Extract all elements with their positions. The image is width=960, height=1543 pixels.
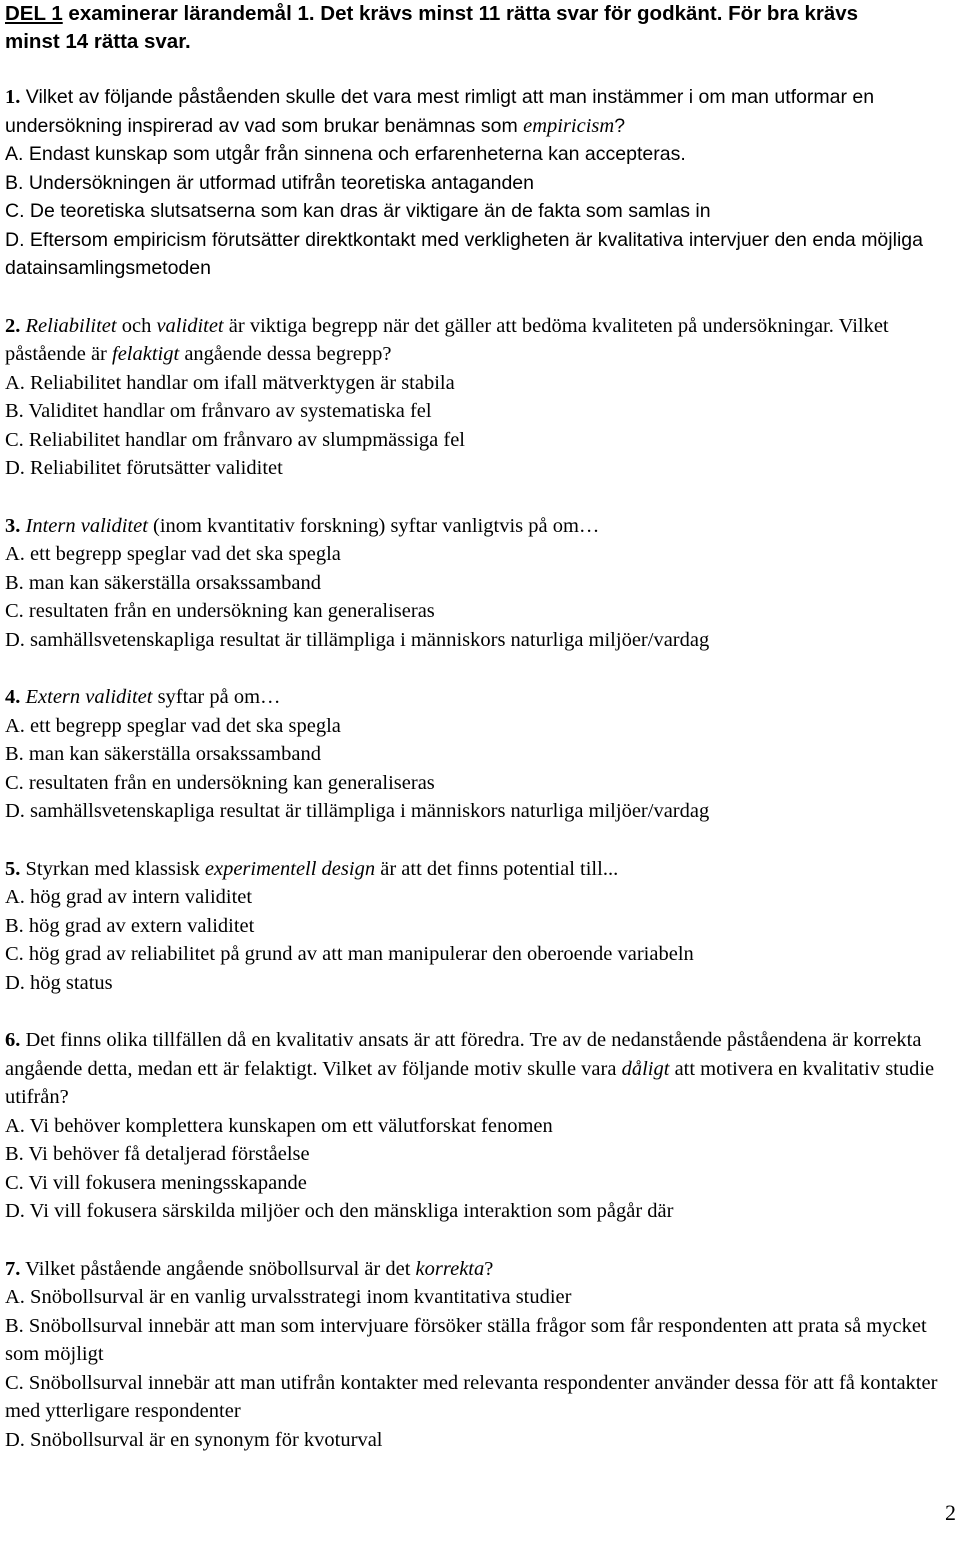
question-7 [5, 1255, 955, 1455]
option-b: B. Undersökningen är utformad utifrån teoretiska antaganden [5, 171, 534, 194]
header-line-1 [5, 0, 955, 28]
question-number: 7. [5, 1257, 21, 1280]
option-a: A. Snöbollsurval är en vanlig urvalsstrategi inom kvantitativa studier [5, 1286, 572, 1308]
option-d: D. Eftersom empiricism förutsätter direktkontakt med verkligheten är kvalitativa intervjuer den enda möjliga datainsamlingsmetoden [5, 228, 923, 279]
question-stem: 6. Det finns olika tillfällen då en kvalitativ ansats är att föredra. Tre av de nedanstående påståendena är korrekta angående detta, medan ett är felaktigt. Vilket av följande motiv skulle vara dåligt att motivera en kvalitativ studie utifrån? [5, 1029, 935, 1108]
page-number: 2 [945, 1500, 956, 1525]
question-4 [5, 683, 955, 826]
question-6 [5, 1026, 955, 1226]
question-number: 4. [5, 686, 21, 708]
question-number: 1. [5, 86, 21, 108]
option-a: A. ett begrepp speglar vad det ska spegla [5, 543, 341, 565]
option-b: B. hög grad av extern validitet [5, 914, 255, 937]
option-b: B. Vi behöver få detaljerad förståelse [5, 1143, 310, 1165]
question-3 [5, 512, 955, 655]
part-label: DEL 1 [5, 2, 63, 25]
option-b: B. Snöbollsurval innebär att man som intervjuare försöker ställa frågor som får respondenten att prata så mycket som möjligt [5, 1314, 927, 1365]
document-page [5, 0, 955, 1454]
header-line-2: minst 14 rätta svar. [5, 30, 191, 53]
option-a: A. ett begrepp speglar vad det ska spegla [5, 714, 341, 737]
option-a: A. Vi behöver komplettera kunskapen om ett välutforskat fenomen [5, 1114, 553, 1137]
option-d: D. Reliabilitet förutsätter validitet [5, 457, 283, 479]
question-stem: 5. Styrkan med klassisk experimentell design är att det finns potential till... [5, 857, 619, 880]
option-a: A. Reliabilitet handlar om ifall mätverktygen är stabila [5, 371, 455, 394]
question-stem: 4. Extern validitet syftar på om… [5, 686, 281, 708]
option-d: D. samhällsvetenskapliga resultat är tillämpliga i människors naturliga miljöer/vardag [5, 628, 710, 651]
option-d: D. Vi vill fokusera särskilda miljöer och den mänskliga interaktion som pågår där [5, 1200, 674, 1222]
question-number: 5. [5, 857, 21, 880]
option-d: D. samhällsvetenskapliga resultat är tillämpliga i människors naturliga miljöer/vardag [5, 800, 710, 822]
option-c: C. Reliabilitet handlar om frånvaro av slumpmässiga fel [5, 428, 465, 451]
option-a: A. Endast kunskap som utgår från sinnena och erfarenheterna kan accepteras. [5, 143, 686, 165]
option-c: C. hög grad av reliabilitet på grund av att man manipulerar den oberoende variabeln [5, 943, 694, 965]
option-c: C. resultaten från en undersökning kan generaliseras [5, 771, 435, 794]
question-stem: 2. Reliabilitet och validitet är viktiga begrepp när det gäller att bedöma kvaliteten på undersökningar. Vilket påstående är felaktigt angående dessa begrepp? [5, 314, 889, 365]
option-c: C. Snöbollsurval innebär att man utifrån kontakter med relevanta respondenter använder dessa för att få kontakter med ytterligare respondenter [5, 1371, 938, 1422]
header-text-1: examinerar lärandemål 1. Det krävs minst 11 rätta svar för godkänt. För bra krävs [62, 2, 859, 25]
option-b: B. man kan säkerställa orsakssamband [5, 743, 321, 765]
question-stem: 7. Vilket påstående angående snöbollsurval är det korrekta? [5, 1257, 494, 1280]
question-1 [5, 83, 955, 283]
option-c: C. Vi vill fokusera meningsskapande [5, 1171, 307, 1194]
option-d: D. hög status [5, 971, 113, 994]
question-2 [5, 312, 955, 483]
section-header [5, 0, 955, 56]
option-a: A. hög grad av intern validitet [5, 886, 253, 908]
question-stem: 3. Intern validitet (inom kvantitativ forskning) syftar vanligtvis på om… [5, 514, 600, 537]
option-b: B. Validitet handlar om frånvaro av systematiska fel [5, 400, 432, 422]
question-5 [5, 855, 955, 998]
question-number: 3. [5, 514, 21, 537]
question-number: 2. [5, 314, 21, 337]
question-number: 6. [5, 1029, 21, 1051]
question-stem: 1. Vilket av följande påståenden skulle det vara mest rimligt att man instämmer i om man utformar en undersökning inspirerad av vad som brukar benämnas som empiricism? [5, 86, 875, 137]
option-d: D. Snöbollsurval är en synonym för kvoturval [5, 1428, 383, 1451]
option-c: C. resultaten från en undersökning kan generaliseras [5, 600, 435, 622]
option-c: C. De teoretiska slutsatserna som kan dras är viktigare än de fakta som samlas in [5, 200, 711, 222]
option-b: B. man kan säkerställa orsakssamband [5, 571, 321, 594]
